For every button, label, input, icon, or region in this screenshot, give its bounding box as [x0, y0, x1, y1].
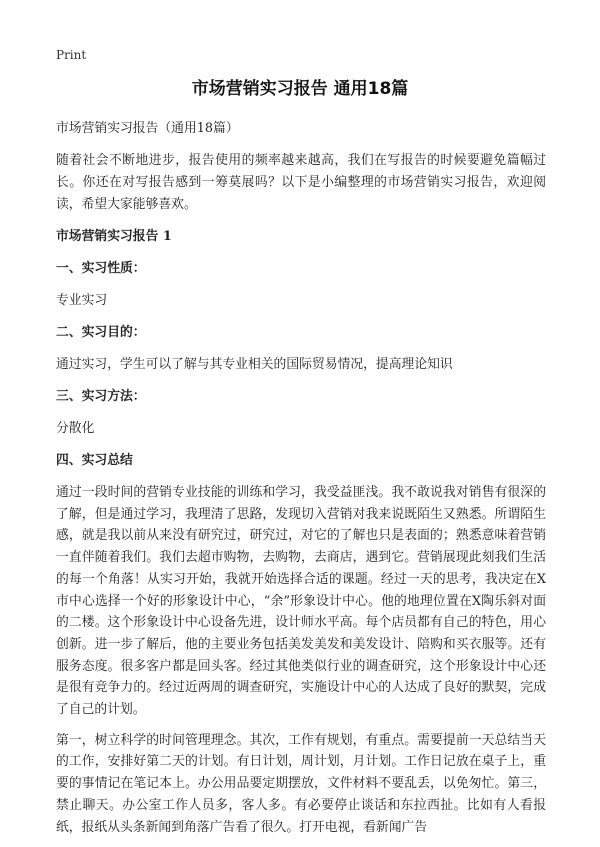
method-heading: 三、实习方法：: [56, 389, 146, 404]
method-text: 分散化: [56, 421, 95, 436]
nature-heading: 一、实习性质：: [56, 261, 146, 276]
purpose-heading: 二、实习目的：: [56, 325, 146, 340]
summary-paragraph-2: 第一，树立科学的时间管理理念。其次，工作有规划，有重点。需要提前一天总结当天的工作，安排好第二天的计划。有日计划，周计划，月计划。工作日记放在桌子上，重要的事情记在笔记本上。办公用品要定期摆放，文件材料不要乱丢，以免匆忙。第三，禁止聊天。办公室工作人员多，客人多。有必要停止谈话和东拉西扯。比如有人看报纸，报纸从头条新闻到角落广告看了很久。打开电视，看新闻广告: [56, 732, 546, 835]
nature-text: 专业实习: [56, 293, 108, 308]
print-link[interactable]: Print: [56, 48, 87, 62]
intro-paragraph: 随着社会不断地进步，报告使用的频率越来越高，我们在写报告的时候要避免篇幅过长。你还在对写报告感到一筹莫展吗？以下是小编整理的市场营销实习报告，欢迎阅读，希望大家能够喜欢。: [56, 153, 546, 212]
purpose-text: 通过实习，学生可以了解与其专业相关的国际贸易情况，提高理论知识: [56, 357, 453, 372]
summary-heading: 四、实习总结: [56, 453, 133, 468]
report-heading: 市场营销实习报告 1: [56, 229, 172, 244]
document-title: 市场营销实习报告 通用18篇: [191, 79, 409, 99]
summary-paragraph-1: 通过一段时间的营销专业技能的训练和学习，我受益匪浅。我不敢说我对销售有很深的了解，但是通过学习，我理清了思路，发现切入营销对我来说既陌生又熟悉。所谓陌生感，就是我以前从来没有研究过，研究过，对它的了解也只是表面的；熟悉意味着营销一直伴随着我们。我们去超市购物，去购物，去商店，遇到它。营销展现此刻我们生活的每一个角落！从实习开始，我就开始选择合适的课题。经过一天的思考，我决定在X市中心选择一个好的形象设计中心，“余”形象设计中心。他的地理位置在X陶乐斜对面的二楼。这个形象设计中心设备先进，设计师水平高。每个店员都有自己的特色，用心创新。进一步了解后，他的主要业务包括美发美发和美发设计、陪购和买衣服等。还有服务态度。很多客户都是回头客。经过其他类似行业的调查研究，这个形象设计中心还是很有竞争力的。经过近两周的调查研究，实施设计中心的人达成了良好的默契，完成了自己的计划。: [56, 485, 546, 718]
document-subtitle: 市场营销实习报告（通用18篇）: [56, 121, 239, 136]
document-body: [56, 118, 546, 847]
